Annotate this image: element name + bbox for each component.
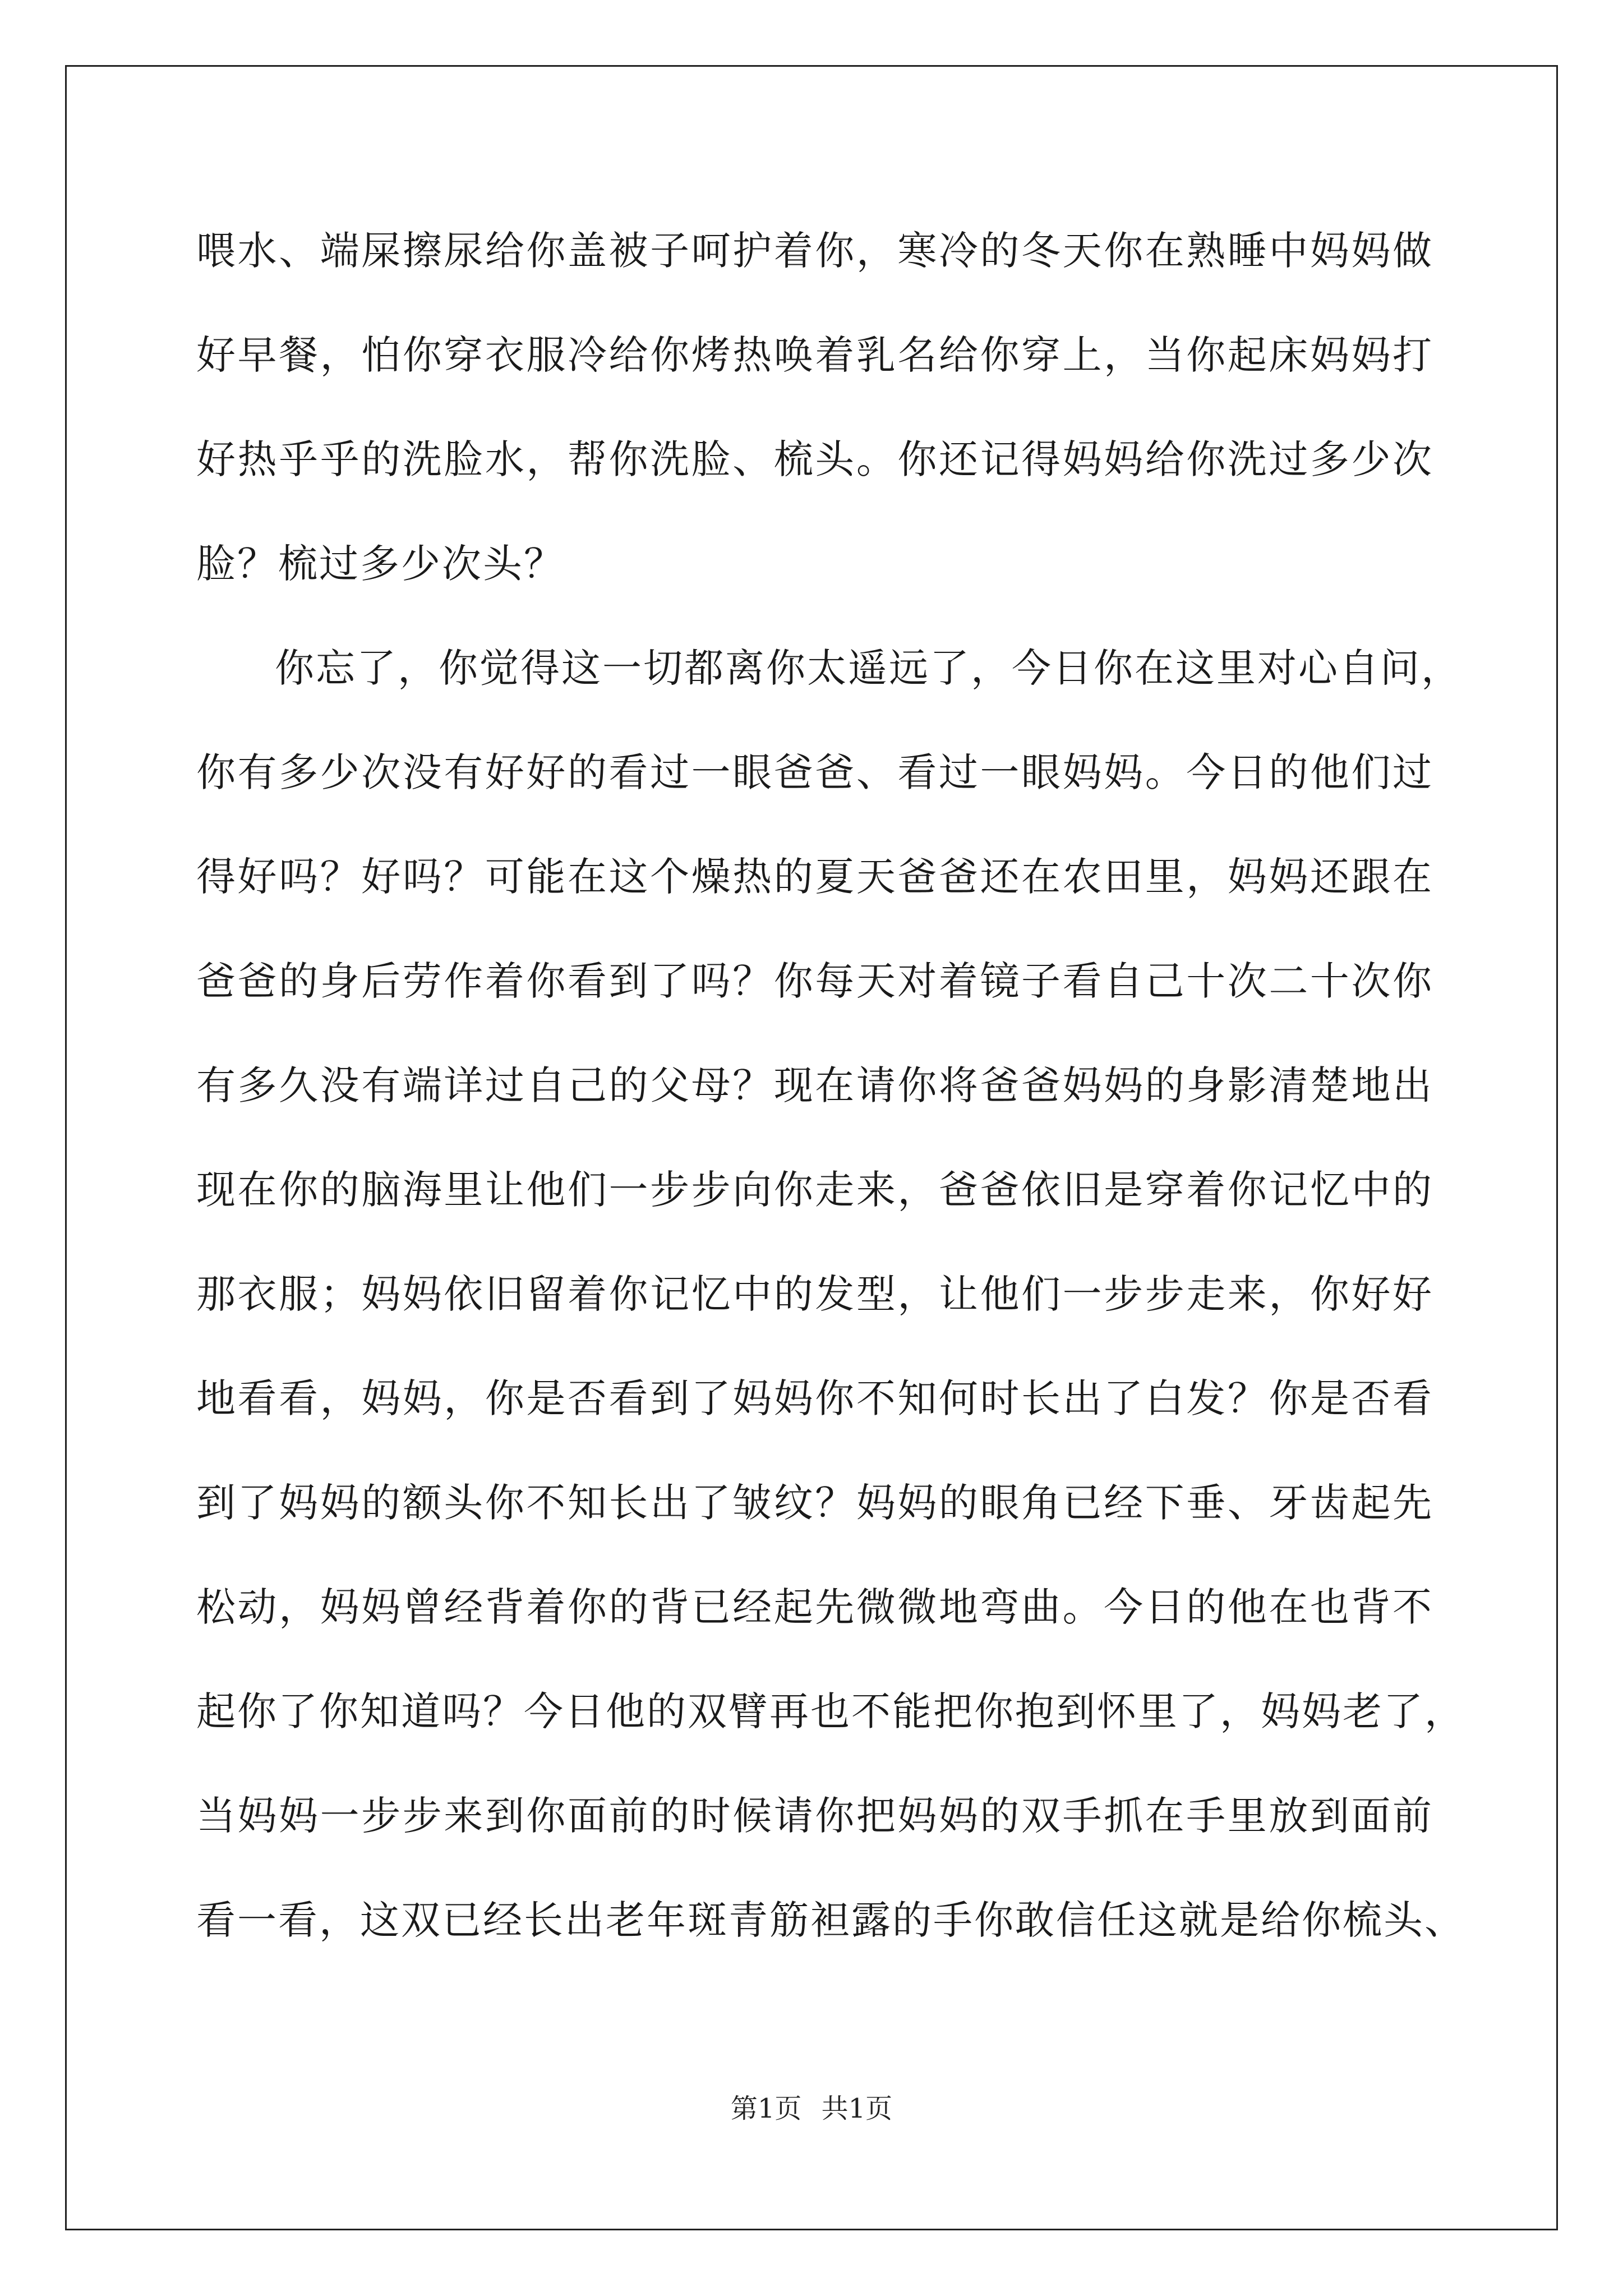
text-line: 松动，妈妈曾经背着你的背已经起先微微地弯曲。今日的他在也背不 [196, 1584, 1433, 1630]
text-line: 你有多少次没有好好的看过一眼爸爸、看过一眼妈妈。今日的他们过 [196, 749, 1433, 795]
text-line: 好热乎乎的洗脸水，帮你洗脸、梳头。你还记得妈妈给你洗过多少次 [196, 436, 1433, 482]
text-line: 现在你的脑海里让他们一步步向你走来，爸爸依旧是穿着你记忆中的 [196, 1167, 1433, 1213]
text-line: 脸？梳过多少次头？ [196, 541, 565, 587]
text-line-paragraph-start: 你忘了，你觉得这一切都离你太遥远了，今日你在这里对心自问， [275, 645, 1462, 691]
page-number: 第1页 [730, 2093, 802, 2124]
text-line: 起你了你知道吗？今日他的双臂再也不能把你抱到怀里了，妈妈老了， [196, 1688, 1465, 1734]
text-line: 当妈妈一步步来到你面前的时候请你把妈妈的双手抓在手里放到面前 [196, 1793, 1433, 1839]
text-line: 到了妈妈的额头你不知长出了皱纹？妈妈的眼角已经下垂、牙齿起先 [196, 1480, 1433, 1526]
text-line: 喂水、端屎擦尿给你盖被子呵护着你，寒冷的冬天你在熟睡中妈妈做 [196, 228, 1433, 274]
text-line: 爸爸的身后劳作着你看到了吗？你每天对着镜子看自己十次二十次你 [196, 958, 1433, 1004]
text-line: 看一看，这双已经长出老年斑青筋袒露的手你敢信任这就是给你梳头、 [196, 1897, 1465, 1943]
text-line: 好早餐，怕你穿衣服冷给你烤热唤着乳名给你穿上，当你起床妈妈打 [196, 332, 1433, 378]
document-body [196, 209, 1465, 1982]
text-line: 有多久没有端详过自己的父母？现在请你将爸爸妈妈的身影清楚地出 [196, 1062, 1433, 1108]
text-line: 地看看，妈妈，你是否看到了妈妈你不知何时长出了白发？你是否看 [196, 1375, 1433, 1421]
page-footer [65, 2087, 1558, 2125]
text-line: 那衣服；妈妈依旧留着你记忆中的发型，让他们一步步走来，你好好 [196, 1271, 1433, 1317]
text-line: 得好吗？好吗？可能在这个燥热的夏天爸爸还在农田里，妈妈还跟在 [196, 854, 1433, 900]
page-total: 共1页 [821, 2093, 893, 2124]
